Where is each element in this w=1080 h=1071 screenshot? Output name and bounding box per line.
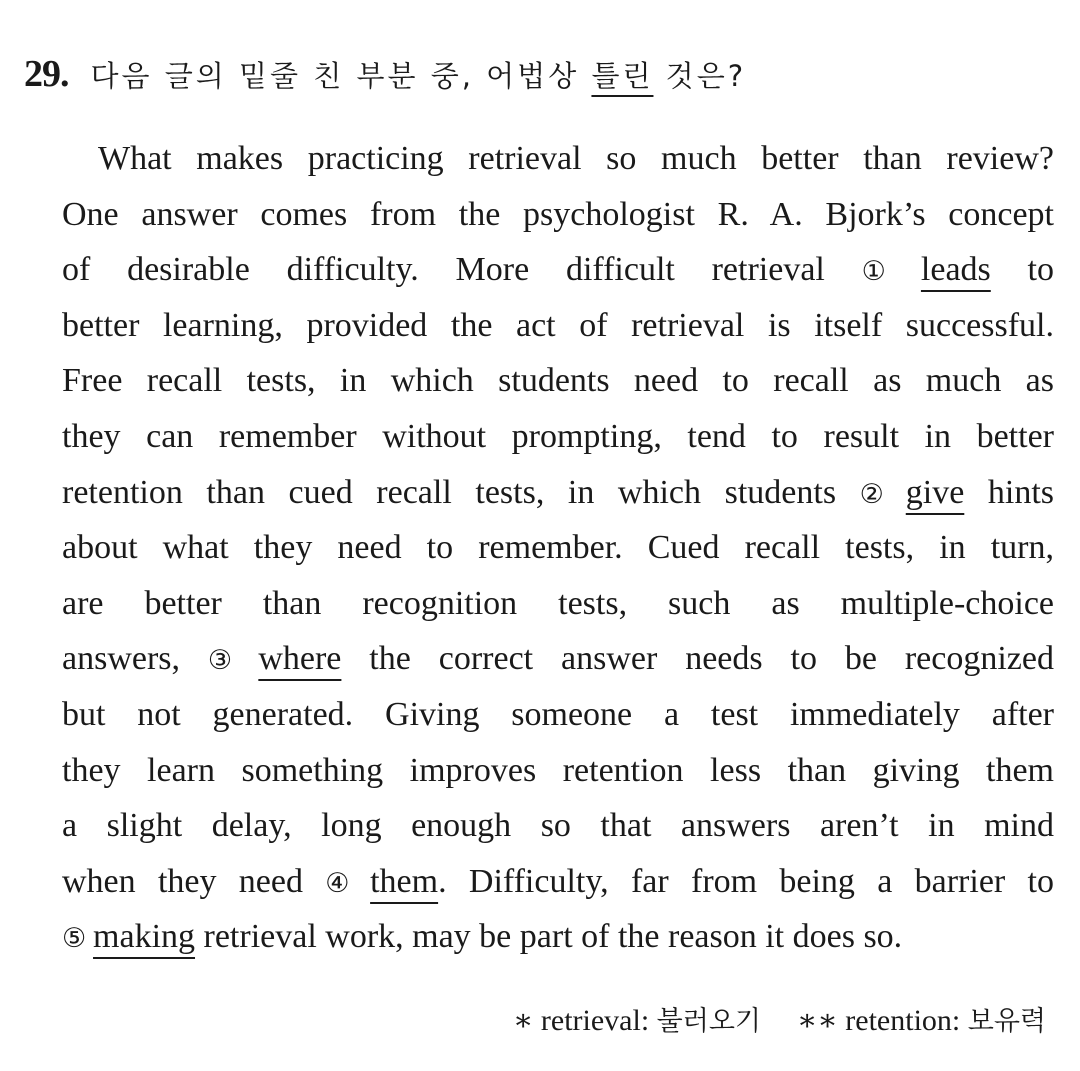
footnotes	[513, 996, 1046, 1046]
passage-text: are better than recognition tests, such as multiple-choice	[62, 584, 1054, 622]
passage-text: of desirable difficulty. More difficult retrieval	[62, 251, 862, 289]
footnote-2-gloss: 보유력	[967, 1006, 1046, 1037]
passage-text: answers,	[62, 640, 208, 678]
passage-text: What makes practicing retrieval so much better than review?	[98, 140, 1054, 177]
reading-passage	[62, 131, 1054, 965]
choice-marker-3: ③	[207, 645, 252, 677]
passage-line-13	[62, 798, 1054, 854]
passage-line-12	[62, 743, 1054, 799]
choice-underlined-4: them	[370, 862, 439, 900]
question-number: 29.	[24, 53, 69, 95]
passage-line-3	[62, 242, 1054, 298]
passage-text: retention than cued recall tests, in which students	[62, 473, 860, 511]
prompt-text-before: 다음 글의 밑줄 친 부분 중, 어법상	[90, 59, 592, 93]
passage-text: when they need	[62, 862, 326, 900]
choice-marker-1: ①	[861, 256, 915, 288]
footnote-1-marker: ∗	[513, 1004, 534, 1037]
passage-text: better learning, provided the act of retrieval is itself successful.	[62, 306, 1054, 344]
passage-line-15	[62, 909, 1054, 965]
passage-text: they learn something improves retention less than giving them	[62, 751, 1054, 789]
footnote-1-term: retrieval:	[533, 1004, 657, 1037]
question-prompt	[91, 59, 747, 93]
footnote-2-marker: ∗∗	[797, 1004, 838, 1037]
passage-text: a slight delay, long enough so that answers aren’t in mind	[62, 807, 1054, 845]
passage-line-8	[62, 520, 1054, 576]
passage-line-4	[62, 298, 1054, 354]
passage-line-7	[62, 465, 1054, 521]
passage-line-1	[62, 131, 1054, 187]
passage-line-6	[62, 409, 1054, 465]
footnote-2-term: retention:	[837, 1004, 968, 1037]
passage-line-5	[62, 353, 1054, 409]
passage-text: Free recall tests, in which students need to recall as much as	[62, 362, 1054, 400]
passage-text: they can remember without prompting, tend to result in better	[62, 417, 1054, 455]
prompt-text-after: 것은?	[653, 59, 747, 93]
passage-text: hints	[964, 473, 1055, 511]
choice-underlined-5: making	[93, 918, 196, 956]
passage-line-9	[62, 576, 1054, 632]
choice-marker-2: ②	[859, 478, 899, 510]
passage-text: about what they need to remember. Cued recall tests, in turn,	[62, 529, 1054, 567]
passage-line-11	[62, 687, 1054, 743]
choice-marker-4: ④	[325, 867, 364, 899]
question-header	[24, 52, 1064, 112]
prompt-underlined-word: 틀린	[591, 59, 654, 93]
passage-text: the correct answer needs to be recognized	[341, 640, 1054, 678]
passage-line-2	[62, 187, 1054, 243]
choice-marker-5: ⑤	[62, 923, 87, 955]
passage-text: to	[990, 251, 1054, 289]
choice-underlined-2: give	[905, 473, 965, 511]
footnote-1-gloss: 불러오기	[656, 1006, 761, 1037]
passage-text: retrieval work, may be part of the reason it does so.	[195, 918, 903, 956]
passage-line-10	[62, 631, 1054, 687]
choice-underlined-1: leads	[920, 251, 991, 289]
passage-text: . Difficulty, far from being a barrier to	[438, 862, 1054, 900]
passage-text: One answer comes from the psychologist R. A. Bjork’s concept	[62, 195, 1054, 233]
choice-underlined-3: where	[258, 640, 342, 678]
passage-text: but not generated. Giving someone a test immediately after	[62, 695, 1054, 733]
passage-line-14	[62, 854, 1054, 910]
